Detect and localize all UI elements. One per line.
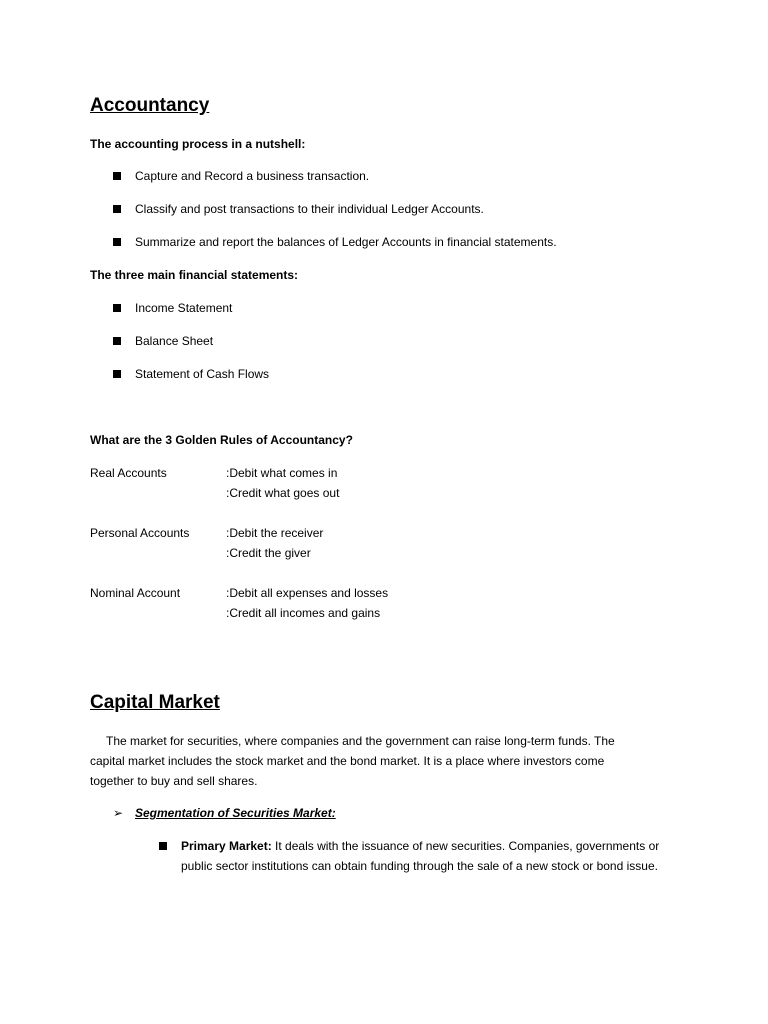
primary-market-label: Primary Market: xyxy=(181,839,272,853)
bullet-square-icon xyxy=(113,370,121,378)
rule-debit: :Debit what comes in xyxy=(226,466,338,480)
bullet-square-icon xyxy=(113,172,121,180)
statement-item: Income Statement xyxy=(135,301,233,315)
statement-item: Balance Sheet xyxy=(135,334,214,348)
rule-credit: :Credit what goes out xyxy=(226,486,340,500)
statements-heading: The three main financial statements: xyxy=(90,268,299,282)
process-item: Summarize and report the balances of Ledger Accounts in financial statements. xyxy=(135,235,557,249)
process-item: Classify and post transactions to their individual Ledger Accounts. xyxy=(135,202,484,216)
process-item: Capture and Record a business transaction. xyxy=(135,169,370,183)
primary-market-text: It deals with the issuance of new securities. Companies, governments or public sector institutions can obtain funding through the sale of a new stock or bond issue. xyxy=(181,839,660,873)
golden-rules-heading: What are the 3 Golden Rules of Accountancy? xyxy=(90,433,353,447)
statement-item: Statement of Cash Flows xyxy=(135,367,270,381)
segmentation-heading: Segmentation of Securities Market: xyxy=(135,806,336,820)
bullet-square-icon xyxy=(113,304,121,312)
rule-account-name: Nominal Account xyxy=(90,586,181,600)
rule-account-name: Real Accounts xyxy=(90,466,167,480)
rule-account-name: Personal Accounts xyxy=(90,526,190,540)
rule-credit: :Credit all incomes and gains xyxy=(226,606,381,620)
rule-debit: :Debit the receiver xyxy=(226,526,324,540)
bullet-square-icon xyxy=(113,337,121,345)
primary-market-item xyxy=(181,836,676,876)
rule-debit: :Debit all expenses and losses xyxy=(226,586,389,600)
process-heading: The accounting process in a nutshell: xyxy=(90,137,306,151)
arrow-bullet-icon: ➢ xyxy=(113,806,124,820)
rule-credit: :Credit the giver xyxy=(226,546,311,560)
accountancy-title: Accountancy xyxy=(90,95,210,116)
capital-market-title: Capital Market xyxy=(90,692,220,713)
capital-market-intro: The market for securities, where companies and the government can raise long-term funds. The capital market includes the stock market and the bond market. It is a place where investors come together to buy and sell shares. xyxy=(90,734,615,788)
bullet-square-icon xyxy=(113,238,121,246)
bullet-square-icon xyxy=(113,205,121,213)
bullet-square-icon xyxy=(159,842,167,850)
